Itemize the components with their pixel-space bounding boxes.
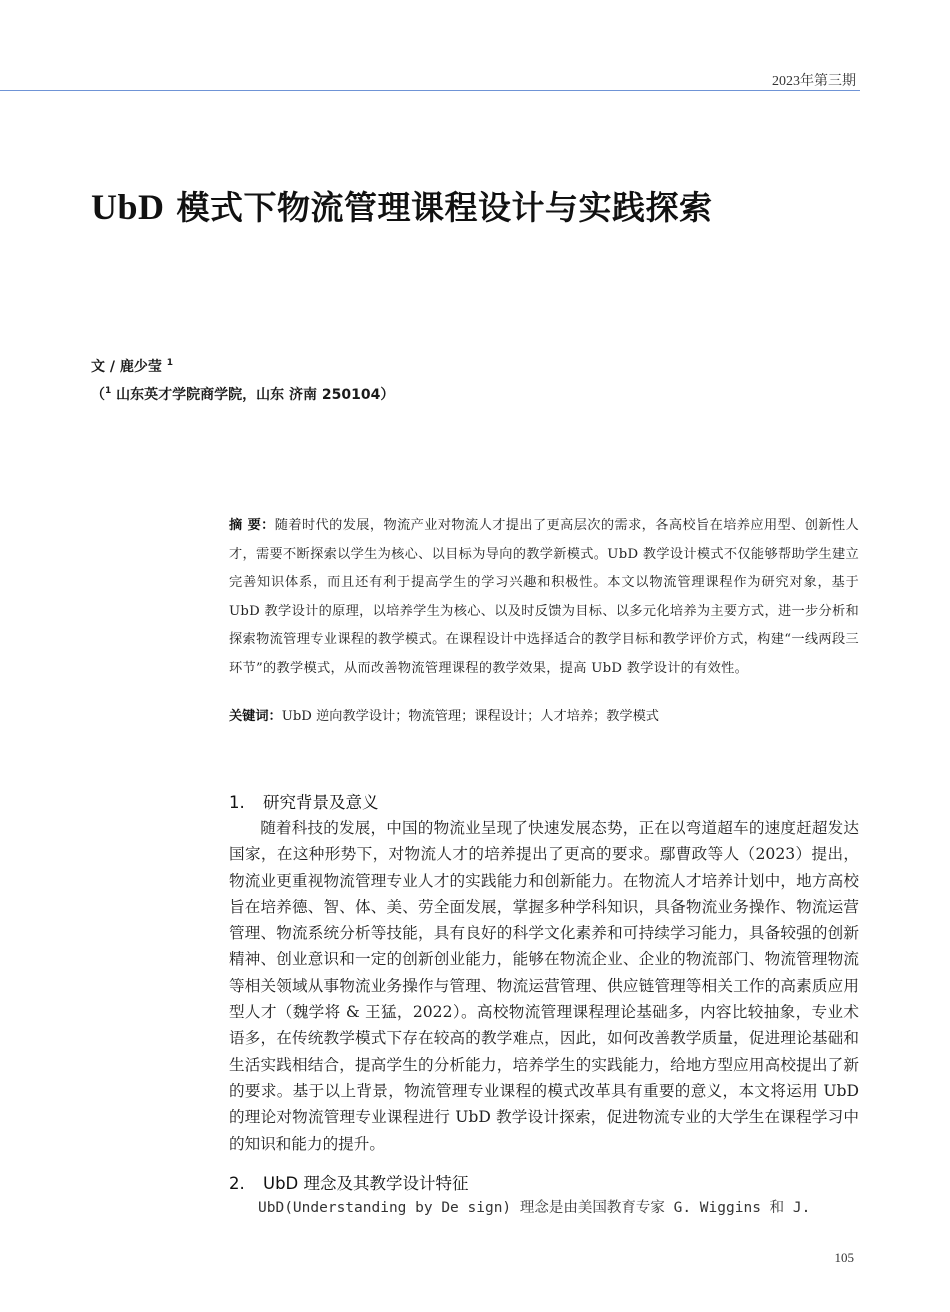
affiliation-line xyxy=(91,384,394,404)
issue-label: 2023年第三期 xyxy=(772,74,856,89)
article-title xyxy=(91,182,871,229)
page-number: 105 xyxy=(834,1250,854,1265)
section-1-title: 研究背景及意义 xyxy=(263,793,379,812)
section-2-body: UbD(Understanding by De sign) 理念是由美国教育专家 G. Wiggins 和 J. xyxy=(258,1200,811,1216)
section-2-number: 2. xyxy=(229,1174,245,1193)
keywords xyxy=(229,704,859,730)
section-1-heading xyxy=(229,789,379,813)
section-1-body: 随着科技的发展，中国的物流业呈现了快速发展态势，正在以弯道超车的速度赶超发达国家，在这种形势下，对物流人才的培养提出了更高的要求。鄢曹政等人（2023）提出，物流业更重视物流管理专业人才的实践能力和创新能力。在物流人才培养计划中，地方高校旨在培养德、智、体、美、劳全面发展，掌握多种学科知识，具备物流业务操作、物流运营管理、物流系统分析等技能，具有良好的科学文化素养和可持续学习能力，具备较强的创新精神、创业意识和一定的创新创业能力，能够在物流企业、企业的物流部门、物流管理物流等相关领域从事物流业务操作与管理、物流运营管理、供应链管理等相关工作的高素质应用型人才（魏学将 & 王猛，2022）。高校物流管理课程理论基础多，内容比较抽象，专业术语多，在传统教学模式下存在较高的教学难点，因此，如何改善教学质量，促进理论基础和生活实践相结合，提高学生的分析能力，培养学生的实践能力，给地方型应用高校提出了新的要求。基于以上背景，物流管理专业课程的模式改革具有重要的意义，本文将运用 UbD 的理论对物流管理专业课程进行 UbD 教学设计探索，促进物流专业的大学生在课程学习中的知识和能力的提升。 xyxy=(229,819,859,1153)
section-2-title: UbD 理念及其教学设计特征 xyxy=(263,1174,469,1193)
section-1-number: 1. xyxy=(229,793,245,812)
abstract-label: 摘 要： xyxy=(229,518,275,533)
author-sup: 1 xyxy=(166,358,174,368)
author-prefix: 文 / xyxy=(91,359,120,375)
keywords-label: 关键词： xyxy=(229,709,282,724)
affiliation-sup: 1 xyxy=(105,386,112,396)
title-rest: 模式下物流管理课程设计与实践探索 xyxy=(164,188,713,227)
keywords-text: UbD 逆向教学设计；物流管理；课程设计；人才培养；教学模式 xyxy=(281,709,659,724)
affiliation-text: 山东英才学院商学院，山东 济南 250104） xyxy=(116,387,395,403)
author-line xyxy=(91,356,173,376)
header-rule xyxy=(0,90,860,91)
title-latin: UbD xyxy=(91,187,165,227)
abstract-text: 随着时代的发展，物流产业对物流人才提出了更高层次的需求，各高校旨在培养应用型、创新性人才，需要不断探索以学生为核心、以目标为导向的教学新模式。UbD 教学设计模式不仅能够帮助学生建立完善知识体系，而且还有利于提高学生的学习兴趣和积极性。本文以物流管理课程作为研究对象，基于 UbD 教学设计的原理，以培养学生为核心、以及时反馈为目标、以多元化培养为主要方式，进一步分析和探索物流管理专业课程的教学模式。在课程设计中选择适合的教学目标和教学评价方式，构建“一线两段三环节”的教学模式，从而改善物流管理课程的教学效果，提高 UbD 教学设计的有效性。 xyxy=(229,518,859,676)
section-2-heading xyxy=(229,1170,469,1194)
author-name: 鹿少莹 xyxy=(119,359,162,375)
abstract xyxy=(229,512,859,684)
affiliation-open: （ xyxy=(91,387,105,403)
